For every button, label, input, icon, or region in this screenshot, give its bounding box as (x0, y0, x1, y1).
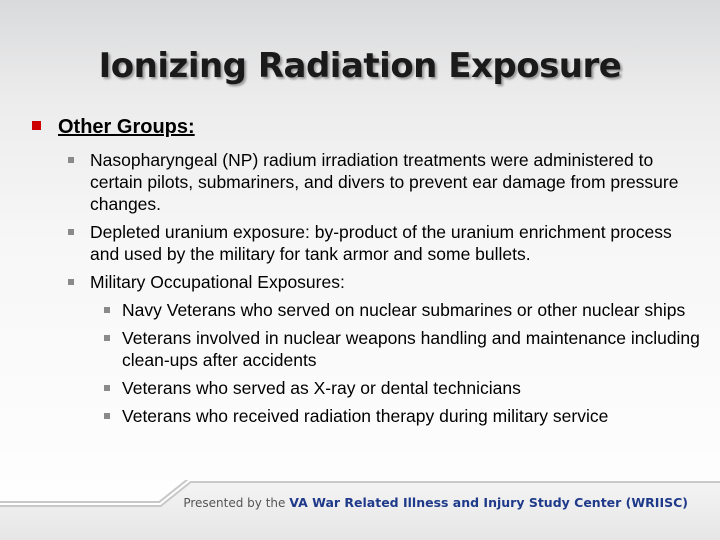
gray-square-bullet-icon (68, 229, 74, 235)
footer-credit (183, 495, 688, 510)
sub-bullet-list (90, 299, 700, 427)
gray-square-bullet-icon (68, 157, 74, 163)
gray-square-bullet-icon (104, 413, 110, 419)
sub-list-item-text: Veterans who served as X-ray or dental technicians (122, 378, 521, 398)
list-item (30, 271, 700, 427)
slide-content (30, 116, 700, 433)
footer-decoration (0, 480, 720, 540)
footer-prefix: Presented by the (183, 496, 286, 510)
sub-list-item-text: Navy Veterans who served on nuclear submarines or other nuclear ships (122, 300, 686, 320)
red-square-bullet-icon (32, 121, 41, 130)
list-item (30, 149, 700, 215)
sub-list-item-text: Veterans who received radiation therapy during military service (122, 406, 609, 426)
slide-title: Ionizing Radiation Exposure (98, 46, 622, 86)
sub-list-item-text: Veterans involved in nuclear weapons handling and maintenance including clean-ups after accidents (122, 328, 700, 370)
list-item-text: Depleted uranium exposure: by-product of the uranium enrichment process and used by the military for tank armor and some bullets. (90, 222, 672, 264)
section-heading (30, 116, 700, 139)
list-item-text: Military Occupational Exposures: (90, 272, 345, 292)
gray-square-bullet-icon (68, 279, 74, 285)
gray-square-bullet-icon (104, 307, 110, 313)
bullet-list (30, 149, 700, 427)
section-heading-text: Other Groups: (58, 116, 195, 138)
sub-list-item (90, 299, 700, 321)
footer-organization: VA War Related Illness and Injury Study Center (WRIISC) (289, 495, 688, 510)
gray-square-bullet-icon (104, 385, 110, 391)
sub-list-item (90, 405, 700, 427)
gray-square-bullet-icon (104, 335, 110, 341)
list-item (30, 221, 700, 265)
sub-list-item (90, 327, 700, 371)
list-item-text: Nasopharyngeal (NP) radium irradiation treatments were administered to certain pilots, submariners, and divers to prevent ear damage from pressure changes. (90, 150, 679, 214)
sub-list-item (90, 377, 700, 399)
